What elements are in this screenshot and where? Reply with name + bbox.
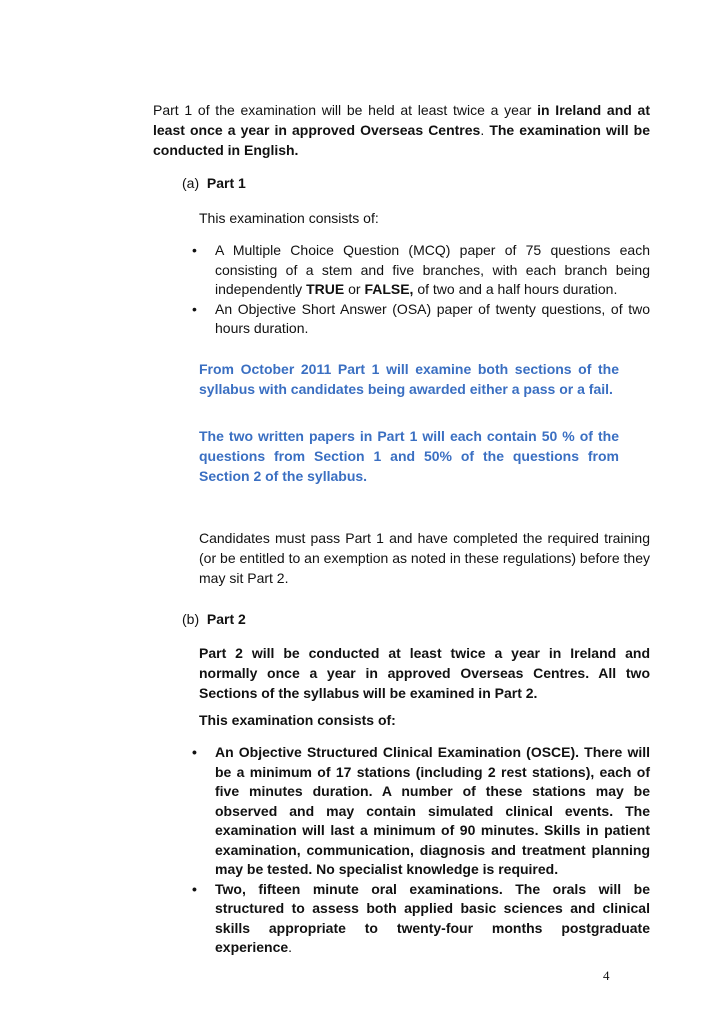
intro-separator: . (480, 122, 490, 138)
part1-note-papers: The two written papers in Part 1 will each contain 50 % of the questions from Section 1 and 50% of the questions from Section 2 of the syllabus. (199, 428, 619, 484)
false-word: FALSE, (364, 281, 414, 297)
bullet-icon: • (192, 744, 197, 760)
bullet-text: A Multiple Choice Question (MCQ) paper of 75 questions each consisting of a stem and five branches, with each branch being independently (215, 242, 650, 297)
part2-bullet-list (182, 743, 650, 958)
page-number: 4 (603, 968, 610, 983)
bullet-text: An Objective Structured Clinical Examination (OSCE). There will be a minimum of 17 stations (including 2 rest stations), each of five minutes duration. A number of these stations may be observed and may contain simulated clinical events. The examination will last a minimum of 90 minutes. Skills in patient examination, communication, diagnosis and treatment planning may be tested. No specialist knowledge is required. (215, 744, 650, 877)
bullet-text: An Objective Short Answer (OSA) paper of twenty questions, of two hours duration. (215, 300, 650, 336)
list-item (182, 241, 650, 300)
part2-conducted: Part 2 will be conducted at least twice a year in Ireland and normally once a year in approved Overseas Centres. All two Sections of the syllabus will be examined in Part 2. (199, 645, 650, 701)
part1-note-sections: From October 2011 Part 1 will examine both sections of the syllabus with candidates being awarded either a pass or a fail. (199, 361, 619, 397)
bullet-icon: • (192, 880, 197, 897)
part1-title: Part 1 (206, 175, 246, 191)
bullet-text: Two, fifteen minute oral examinations. The orals will be structured to assess both applied basic sciences and clinical skills appropriate to twenty-four months postgraduate experience (215, 880, 650, 955)
true-word: TRUE (306, 281, 345, 297)
part2-marker: (b) (182, 611, 200, 627)
bullet-icon: • (192, 300, 197, 317)
list-item (182, 743, 650, 880)
part2-consists: This examination consists of: (199, 712, 396, 728)
part1-marker: (a) (182, 175, 200, 191)
bullet-icon: • (192, 242, 197, 258)
part1-heading (182, 173, 246, 193)
part1-consists: This examination consists of: (199, 210, 379, 226)
intro-bold-language: The examination will be conducted in English. (153, 122, 651, 158)
part2-title: Part 2 (206, 611, 246, 627)
part1-pass-requirement: Candidates must pass Part 1 and have completed the required training (or be entitled to an exemption as noted in these regulations) before they may sit Part 2. (199, 530, 650, 586)
intro-text: Part 1 of the examination will be held at least twice a year (153, 102, 538, 118)
part2-heading (182, 609, 246, 629)
list-item (182, 880, 650, 958)
bullet-text-end: of two and a half hours duration. (413, 281, 618, 297)
part1-bullet-list (182, 241, 650, 339)
or-word: or (344, 281, 365, 297)
intro-bold-location: in Ireland and at least once a year in approved Overseas Centres (153, 102, 650, 138)
list-item (182, 300, 650, 339)
intro-paragraph (153, 100, 650, 160)
bullet-period: . (288, 939, 293, 955)
